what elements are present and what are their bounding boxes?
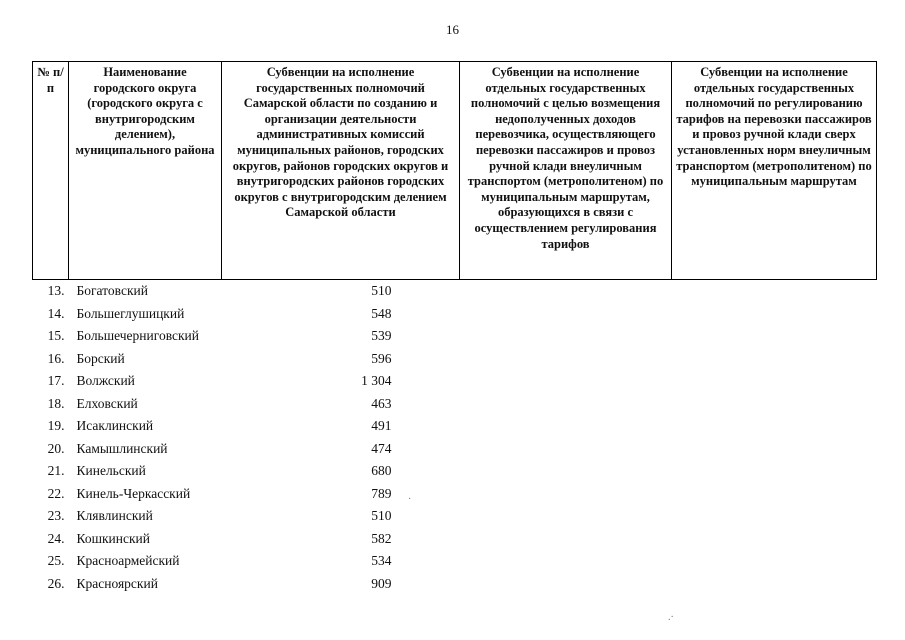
municipality-name: Исаклинский [76, 418, 154, 434]
empty-cell [460, 303, 672, 326]
empty-cell [460, 370, 672, 393]
table-row [33, 325, 877, 348]
municipality-name: Елховский [76, 395, 138, 411]
table-row [33, 370, 877, 393]
table-row [33, 415, 877, 438]
table-row [33, 505, 877, 528]
municipality-name: Богатовский [76, 283, 148, 299]
scan-speck: .· [668, 612, 674, 623]
subvention-value: 534 [371, 553, 392, 569]
empty-cell [460, 325, 672, 348]
subvention-value: 680 [371, 463, 392, 479]
municipality-name: Большечерниговский [76, 328, 199, 344]
header-metro-compensation: Субвенции на исполнение отдельных государственных полномочий с целью возмещения недополученных доходов перевозчика, осуществляющего перевозки пассажиров и провоз ручной клади внеуличным транспортом (метрополитеном) по муниципальным маршрутам, образующихся в связи с осуществлением регулирования тарифов [460, 62, 672, 280]
row-number: 25. [47, 553, 65, 569]
subvention-value: 491 [371, 418, 392, 434]
row-number: 23. [47, 508, 65, 524]
municipality-name: Кинель-Черкасский [76, 485, 191, 501]
row-number: 15. [47, 328, 65, 344]
subvention-value: 548 [371, 305, 392, 321]
empty-cell [672, 393, 877, 416]
empty-cell [672, 460, 877, 483]
row-number: 26. [47, 575, 65, 591]
row-number: 22. [47, 485, 65, 501]
municipality-name: Красноармейский [76, 553, 180, 569]
empty-cell [460, 483, 672, 506]
table-row [33, 460, 877, 483]
municipality-name: Волжский [76, 373, 135, 389]
empty-cell [460, 415, 672, 438]
table-row [33, 348, 877, 371]
table-row [33, 280, 877, 303]
empty-cell [672, 483, 877, 506]
table-row [33, 528, 877, 551]
subvention-value: 596 [371, 350, 392, 366]
municipality-name: Камышлинский [76, 440, 168, 456]
empty-cell [460, 573, 672, 596]
row-number: 16. [47, 350, 65, 366]
empty-cell [460, 528, 672, 551]
header-row [33, 62, 877, 280]
empty-cell [460, 505, 672, 528]
subvention-value: 510 [371, 283, 392, 299]
subvention-value: 539 [371, 328, 392, 344]
empty-cell [672, 280, 877, 303]
empty-cell [672, 528, 877, 551]
empty-cell [672, 303, 877, 326]
header-municipality: Наименование городского округа (городского округа с внутригородским делением), муниципального района [69, 62, 222, 280]
row-number: 17. [47, 373, 65, 389]
municipality-name: Красноярский [76, 575, 158, 591]
subvention-value: 789 [371, 485, 392, 501]
subvention-value: 474 [371, 440, 392, 456]
subvention-value: 463 [371, 395, 392, 411]
row-number: 19. [47, 418, 65, 434]
empty-cell [672, 438, 877, 461]
subventions-table [32, 61, 877, 595]
subvention-value: 1 304 [361, 373, 392, 389]
empty-cell [460, 460, 672, 483]
empty-cell [460, 280, 672, 303]
municipality-name: Клявлинский [76, 508, 153, 524]
subvention-value: 909 [371, 575, 392, 591]
row-number: 18. [47, 395, 65, 411]
table-row [33, 393, 877, 416]
header-metro-tariffs: Субвенции на исполнение отдельных государственных полномочий по регулированию тарифов на перевозки пассажиров и провоз ручной клади сверх установленных норм внеуличным транспортом (метрополитеном) по муниципальным маршрутам [672, 62, 877, 280]
table-row [33, 483, 877, 506]
municipality-name: Большеглушицкий [76, 305, 185, 321]
empty-cell [672, 325, 877, 348]
empty-cell [672, 573, 877, 596]
scan-speck: · [408, 494, 412, 505]
empty-cell [672, 348, 877, 371]
subvention-value: 510 [371, 508, 392, 524]
empty-cell [460, 348, 672, 371]
page-number: 16 [446, 22, 459, 37]
table-row [33, 550, 877, 573]
empty-cell [672, 550, 877, 573]
empty-cell [672, 370, 877, 393]
table-row [33, 303, 877, 326]
empty-cell [460, 393, 672, 416]
table-header [33, 62, 877, 280]
table-row [33, 438, 877, 461]
header-number: № п/п [33, 62, 69, 280]
row-number: 20. [47, 440, 65, 456]
empty-cell [460, 438, 672, 461]
row-number: 21. [47, 463, 65, 479]
municipality-name: Кошкинский [76, 530, 150, 546]
table-row [33, 573, 877, 596]
subvention-value: 582 [371, 530, 392, 546]
header-admin-commissions: Субвенции на исполнение государственных полномочий Самарской области по созданию и организации деятельности административных комиссий муниципальных районов, городских округов, районов городских округов и внутригородских районов городских округов с внутригородским делением Самарской области [222, 62, 460, 280]
row-number: 13. [47, 283, 65, 299]
row-number: 14. [47, 305, 65, 321]
municipality-name: Кинельский [76, 463, 146, 479]
municipality-name: Борский [76, 350, 125, 366]
table-body [33, 280, 877, 596]
row-number: 24. [47, 530, 65, 546]
empty-cell [672, 415, 877, 438]
empty-cell [460, 550, 672, 573]
empty-cell [672, 505, 877, 528]
